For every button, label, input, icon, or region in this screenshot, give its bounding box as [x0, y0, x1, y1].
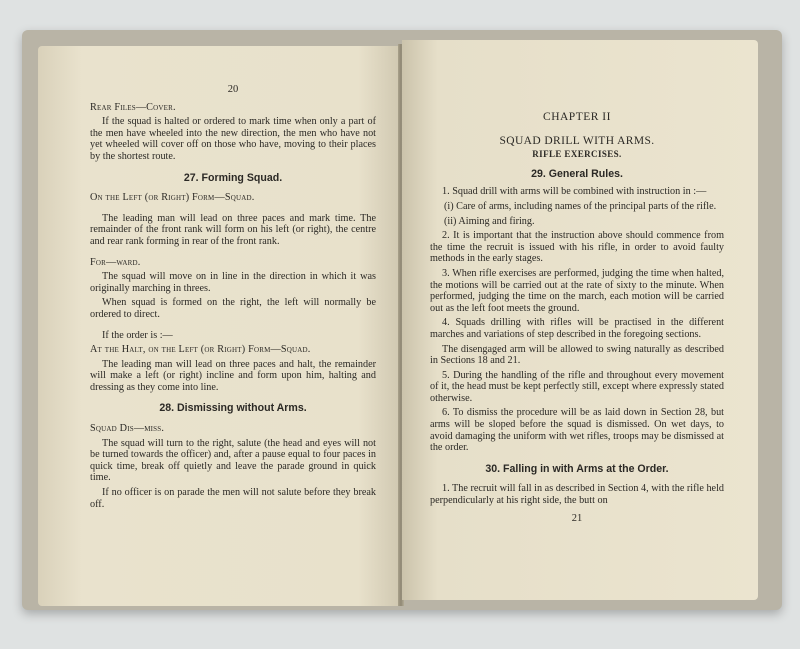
rule-2: 2. It is important that the instruction above should commence from the time the recruit is issued with his rifle, in order to avoid faulty methods in the early stages.: [430, 230, 724, 265]
para-dismiss: The squad will turn to the right, salute (the head and eyes will not be turned towards the officer) and, after a pause equal to four paces in quick time, break off quietly and leave the parade ground in quick time.: [90, 437, 376, 484]
rule-6: 6. To dismiss the procedure will be as laid down in Section 28, but arms will be sloped before the squad is dismissed. On wet days, to avoid damaging the uniform with wet rifles, troops may be dismissed at the order.: [430, 407, 724, 454]
chapter-subtitle: RIFLE EXERCISES.: [532, 149, 622, 160]
rule-3: 3. When rifle exercises are performed, judging the time when halted, the motions will be carried out at the rate of sixty to the minute. When performed, judging the time on the march, each motion will be carried out as the left foot meets the ground.: [430, 267, 724, 314]
page-number-left: 20: [227, 84, 239, 95]
rule-1: 1. Squad drill with arms will be combined with instruction in :—: [442, 186, 707, 198]
section-28-title: 28. Dismissing without Arms.: [159, 402, 307, 415]
section-30-title: 30. Falling in with Arms at the Order.: [485, 462, 669, 475]
section-29-title: 29. General Rules.: [531, 167, 623, 180]
para-leading-man: The leading man will lead on three paces and mark time. The remainder of the front rank will form on his left (or right), the centre and rear rank forming in rear of the front rank.: [90, 212, 376, 247]
rule-30-1: 1. The recruit will fall in as described in Section 4, with the rifle held perpendicularly at his right side, the butt on: [430, 483, 724, 507]
chapter-number: CHAPTER II: [543, 111, 611, 123]
para-formed-right: When squad is formed on the right, the left will normally be ordered to direct.: [90, 297, 376, 320]
forward-command: For—ward.: [90, 256, 141, 268]
rule-5: 5. During the handling of the rifle and throughout every movement of it, the head must be kept perfectly still, except where expressly stated otherwise.: [430, 369, 724, 404]
command-left-right: On the Left (or Right) Form—Squad.: [90, 192, 255, 204]
halt-command: At the Halt, on the Left (or Right) Form—Squad.: [90, 344, 311, 356]
left-page: [38, 46, 402, 606]
if-order-is: If the order is :—: [102, 329, 173, 341]
rear-files-heading: Rear Files—Cover.: [90, 101, 176, 113]
page-number-right: 21: [571, 512, 583, 524]
section-27-title: 27. Forming Squad.: [183, 171, 283, 184]
rule-4: 4. Squads drilling with rifles will be practised in the different marches and variations of step described in the foregoing sections.: [430, 317, 724, 340]
rule-1-i: (i) Care of arms, including names of the principal parts of the rifle.: [444, 200, 717, 212]
rear-files-text: If the squad is halted or ordered to mark time when only a part of the men have wheeled into the new direction, the men who have not yet wheeled will cover off on those who have, moving to their places by the shortest route.: [90, 116, 376, 162]
dismiss-command: Squad Dis—miss.: [90, 423, 165, 435]
para-move-on: The squad will move on in line in the direction in which it was originally marching in threes.: [90, 271, 376, 294]
para-no-officer: If no officer is on parade the men will not salute before they break off.: [90, 487, 376, 510]
right-page: [402, 40, 758, 600]
para-halt: The leading man will lead on three paces and halt, the remainder will make a left (or right) incline and form upon him, halting and dressing as they come into line.: [90, 358, 376, 393]
rule-1-ii: (ii) Aiming and firing.: [444, 215, 535, 227]
rule-4b: The disengaged arm will be allowed to swing naturally as described in Sections 18 and 21.: [430, 343, 724, 367]
chapter-title: SQUAD DRILL WITH ARMS.: [499, 134, 655, 147]
